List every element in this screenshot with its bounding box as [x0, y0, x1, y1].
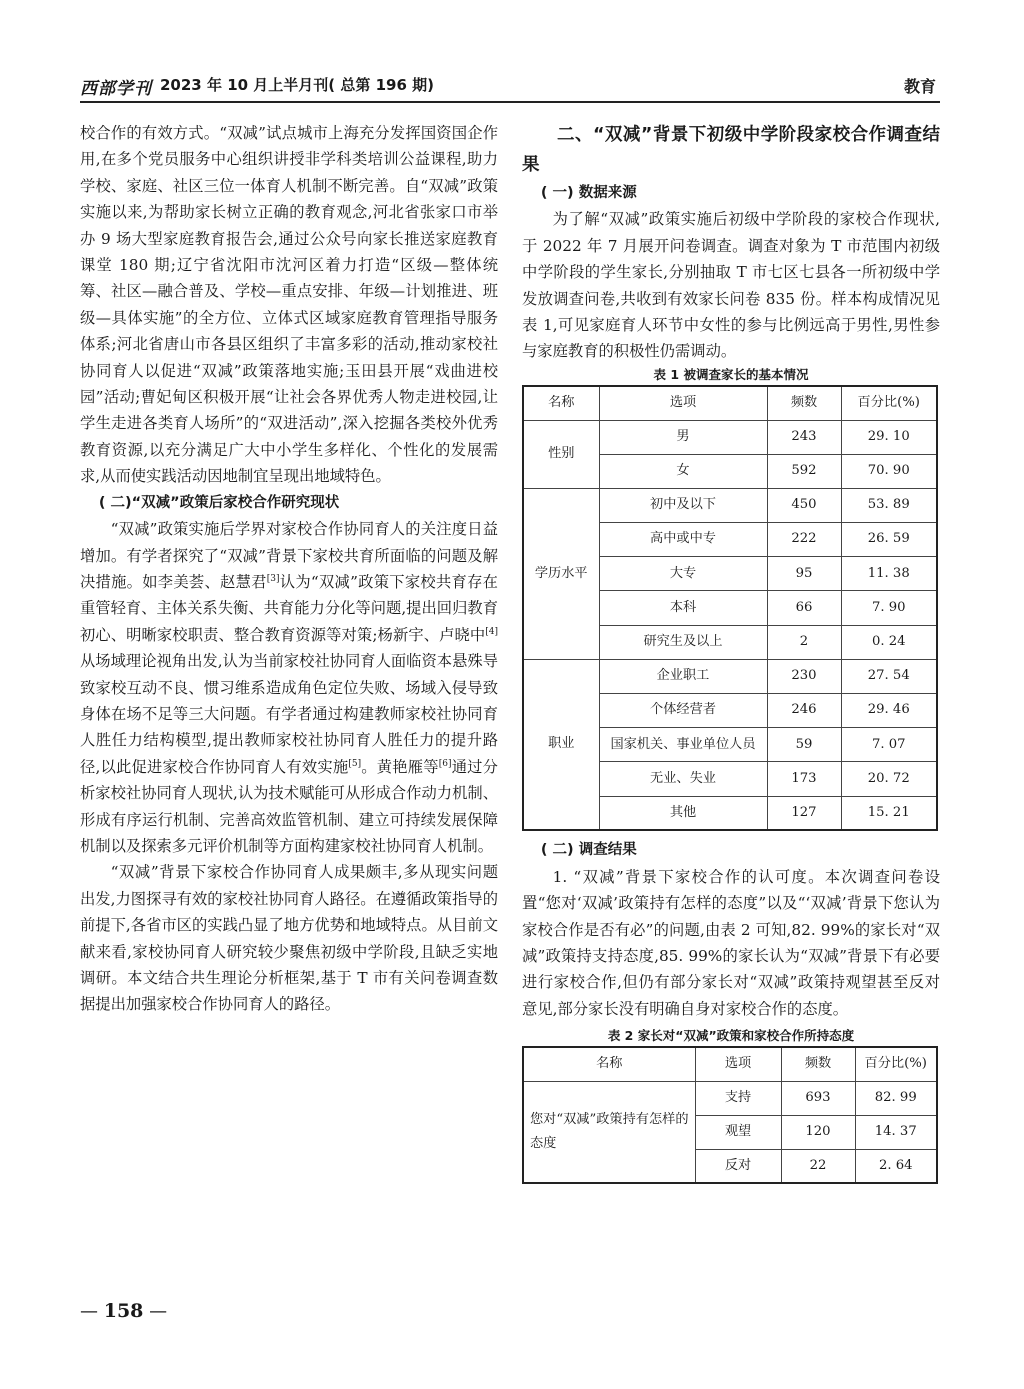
text-run: 认为“双减”政策下家校共育存在重管轻育、主体关系失衡、共育能力分化等问题,提出回归教育初心、明晰家校职责、整合教育资源等对策;杨新宇、卢晓中 — [80, 572, 498, 644]
table-cell: 29. 46 — [841, 694, 937, 728]
table-cell: 观望 — [695, 1115, 781, 1149]
table-cell: 95 — [767, 557, 841, 591]
table-cell: 693 — [781, 1081, 855, 1115]
journal-issue: 2023 年 10 月上半月刊( 总第 196 期) — [160, 76, 434, 94]
table-cell: 国家机关、事业单位人员 — [599, 728, 767, 762]
table-cell: 243 — [767, 420, 841, 454]
table-header-row — [523, 386, 937, 420]
citation: [4] — [485, 626, 498, 637]
table-cell: 127 — [767, 796, 841, 830]
text-run: “双减”政策实施后学界对家校合作协同育人的关注度日益增加。有学者探究了“双减”背景下家校共育所面临的问题及解决措施。如李美荟、赵慧君 — [80, 520, 498, 591]
table-cell: 支持 — [695, 1081, 781, 1115]
column-header: 频数 — [767, 386, 841, 420]
section-name: 教育 — [903, 77, 936, 96]
table-row — [523, 659, 937, 693]
group-cell: 您对“双减”政策持有怎样的态度 — [523, 1081, 695, 1183]
paragraph: 为了解“双减”政策实施后初级中学阶段的家校合作现状,于 2022 年 7 月展开问卷调查。调查对象为 T 市范围内初级中学阶段的学生家长,分别抽取 T 市七区七县各一所初级中学发放调查问卷,共收到有效家长问卷 835 份。样本构成情况见表 1,可见家庭育人环节中女性的参与比例远高于男性,男性参与家庭教育的积极性仍需调动。 — [522, 210, 940, 361]
table-caption: 表 1 被调查家长的基本情况 — [653, 366, 809, 382]
table-cell: 0. 24 — [841, 625, 937, 659]
table-cell: 53. 89 — [841, 488, 937, 522]
table-header-row — [523, 1047, 937, 1081]
table-row — [523, 1081, 937, 1115]
column-header: 选项 — [695, 1047, 781, 1081]
table-cell: 20. 72 — [841, 762, 937, 796]
subsection-heading: ( 一) 数据来源 — [540, 185, 637, 201]
table-cell: 66 — [767, 591, 841, 625]
citation: [5] — [348, 758, 362, 769]
group-cell: 性别 — [523, 420, 599, 488]
table-cell: 7. 07 — [841, 728, 937, 762]
table-cell: 个体经营者 — [599, 694, 767, 728]
table-row — [523, 488, 937, 522]
table-cell: 222 — [767, 523, 841, 557]
citation: [3] — [266, 573, 280, 584]
text-run: 通过分析家校社协同育人现状,认为技术赋能可从形成合作动力机制、形成有序运行机制、完善高效监管机制、建立可持续发展保障机制以及探索多元评价机制等方面构建家校社协同育人机制。 — [80, 757, 498, 855]
table-cell: 无业、失业 — [599, 762, 767, 796]
column-header: 百分比(%) — [841, 386, 937, 420]
table-cell: 592 — [767, 454, 841, 488]
table-cell: 2 — [767, 625, 841, 659]
table-caption: 表 2 家长对“双减”政策和家校合作所持态度 — [607, 1028, 855, 1044]
column-header: 选项 — [599, 386, 767, 420]
table-cell: 研究生及以上 — [599, 625, 767, 659]
table-cell: 反对 — [695, 1149, 781, 1183]
citation: [6] — [438, 758, 452, 769]
table-cell: 女 — [599, 454, 767, 488]
column-header: 百分比(%) — [855, 1047, 937, 1081]
table-cell: 82. 99 — [855, 1081, 937, 1115]
journal-logo: 西部学刊 — [80, 79, 152, 99]
table-cell: 230 — [767, 659, 841, 693]
column-header: 名称 — [523, 1047, 695, 1081]
table-cell: 59 — [767, 728, 841, 762]
table-cell: 其他 — [599, 796, 767, 830]
table-cell: 男 — [599, 420, 767, 454]
paragraph: 校合作的有效方式。“双减”试点城市上海充分发挥国资国企作用,在多个党员服务中心组织讲授非学科类培训公益课程,助力学校、家庭、社区三位一体育人机制不断完善。自“双减”政策实施以来,为帮助家长树立正确的教育观念,河北省张家口市举办 9 场大型家庭教育报告会,通过公众号向家长推送家庭教育课堂 180 期;辽宁省沈阳市沈河区着力打造“区级—整体统筹、社区—融合普及、学校—重点安排、年级—计划推进、班级—具体实施”的全方位、立体式区域家庭教育管理指导服务体系;河北省唐山市各县区组织了丰富多彩的活动,推动家校社协同育人以促进“双减”政策落地实施;玉田县开展“戏曲进校园”活动;曹妃甸区积极开展“让社会各界优秀人物走进校园,让学生走进各类育人场所”的“双进活动”,深入挖掘各类校外优秀教育资源,以充分满足广大中小学生多样化、个性化的发展需求,从而使实践活动因地制宜呈现出地域特色。 — [80, 124, 498, 486]
table-cell: 120 — [781, 1115, 855, 1149]
table-cell: 初中及以下 — [599, 488, 767, 522]
paragraph — [80, 516, 498, 859]
page-number: 158 — [103, 1300, 144, 1322]
footer-dash: — — [149, 1301, 168, 1322]
table-cell: 22 — [781, 1149, 855, 1183]
table-cell: 29. 10 — [841, 420, 937, 454]
page-footer — [80, 1300, 167, 1322]
column-header: 频数 — [781, 1047, 855, 1081]
table-attitude — [522, 1046, 938, 1184]
group-cell: 学历水平 — [523, 488, 599, 659]
paragraph: 1. “双减”背景下家校合作的认可度。本次调查问卷设置“您对‘双减’政策持有怎样的态度”以及“‘双减’背景下您认为家校合作是否有必”的问题,由表 2 可知,82. 99%的家长对“双减”政策持支持态度,85. 99%的家长认为“双减”背景下有必要进行家校合作,但仍有部分家长对“双减”政策持观望甚至反对意见,部分家长没有明确自身对家校合作的态度。 — [522, 867, 940, 1018]
text-run: 从场域理论视角出发,认为当前家校社协同育人面临资本悬殊导致家校互动不良、惯习维系造成角色定位失败、场域入侵导致身体在场不足等三大问题。有学者通过构建教师家校社协同育人胜任力结构模型,提出教师家校社协同育人胜任力的提升路径,以此促进家校合作协同育人有效实施 — [80, 652, 498, 776]
header-divider — [80, 101, 940, 103]
table-cell: 26. 59 — [841, 523, 937, 557]
table-row — [523, 420, 937, 454]
table-cell: 173 — [767, 762, 841, 796]
table-cell: 企业职工 — [599, 659, 767, 693]
subsection-heading: ( 二) 调查结果 — [540, 842, 637, 859]
right-column — [522, 120, 940, 1184]
table-cell: 11. 38 — [841, 557, 937, 591]
table-cell: 高中或中专 — [599, 523, 767, 557]
column-header: 名称 — [523, 386, 599, 420]
table-cell: 70. 90 — [841, 454, 937, 488]
left-column — [80, 120, 498, 1018]
table-cell: 27. 54 — [841, 659, 937, 693]
table-cell: 246 — [767, 694, 841, 728]
subsection-heading: ( 二)“双减”政策后家校合作研究现状 — [98, 494, 340, 511]
table-cell: 大专 — [599, 557, 767, 591]
table-cell: 本科 — [599, 591, 767, 625]
table-cell: 2. 64 — [855, 1149, 937, 1183]
table-cell: 7. 90 — [841, 591, 937, 625]
table-cell: 450 — [767, 488, 841, 522]
table-parent-info — [522, 385, 938, 831]
text-run: 。黄艳雁等 — [361, 757, 439, 776]
footer-dash: — — [80, 1301, 98, 1322]
group-cell: 职业 — [523, 659, 599, 830]
paragraph: “双减”背景下家校合作协同育人成果颇丰,多从现实问题出发,力图探寻有效的家校社协同育人路径。在遵循政策指导的前提下,各省市区的实践凸显了地方优势和地域特点。从目前文献来看,家校协同育人研究较少聚焦初级中学阶段,且缺乏实地调研。本文结合共生理论分析框架,基于 T 市有关问卷调查数据提出加强家校合作协同育人的路径。 — [80, 863, 498, 1014]
table-cell: 15. 21 — [841, 796, 937, 830]
section-heading: 二、“双减”背景下初级中学阶段家校合作调查结果 — [522, 125, 940, 175]
running-header — [80, 72, 940, 102]
table-cell: 14. 37 — [855, 1115, 937, 1149]
